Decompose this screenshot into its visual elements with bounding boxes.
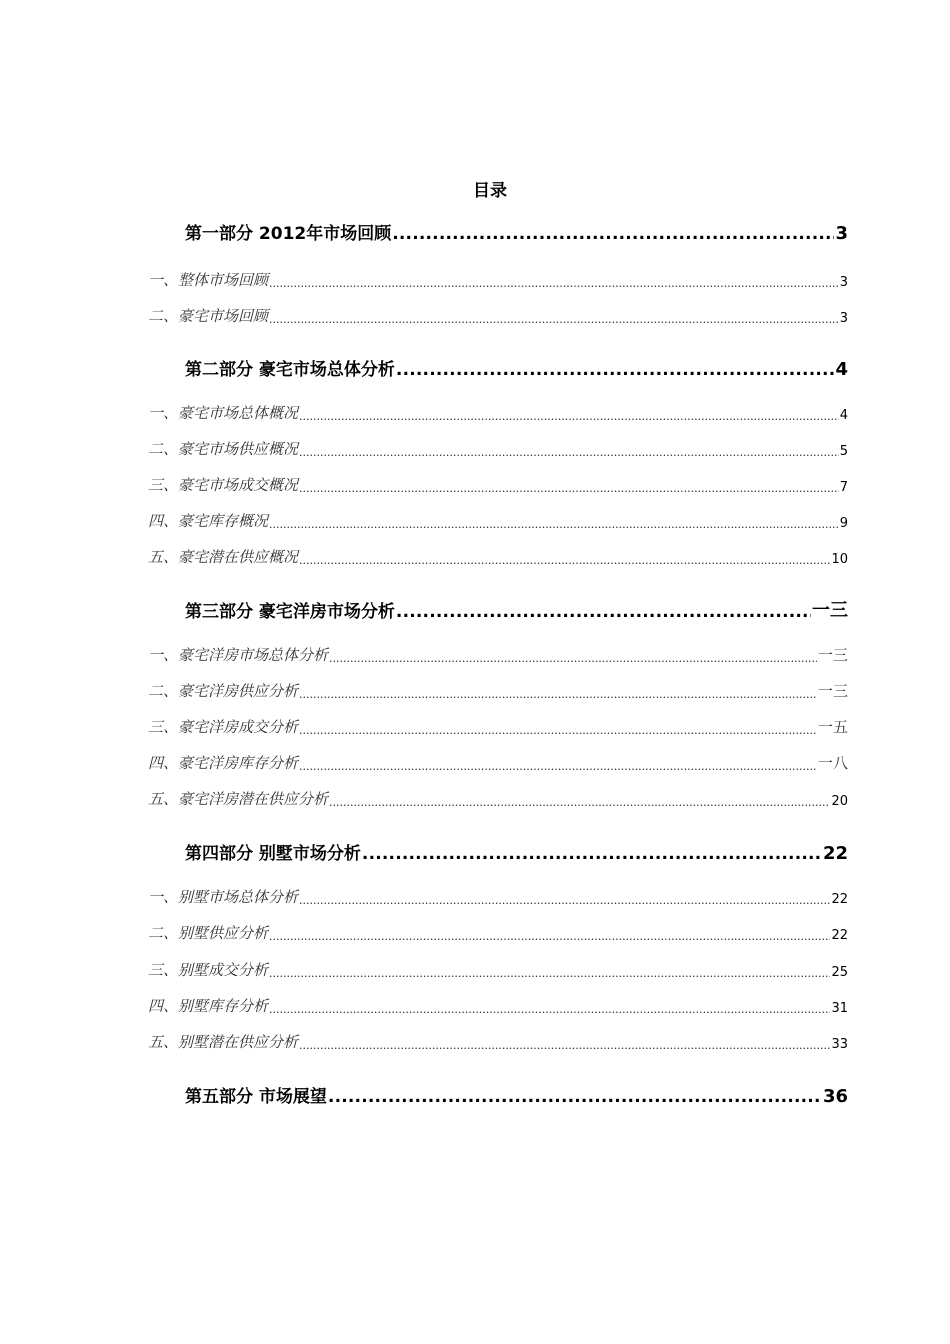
toc-entry-text: 第四部分 别墅市场分析 bbox=[185, 844, 361, 864]
toc-entry-text: 四、别墅库存分析 bbox=[148, 997, 269, 1015]
toc-leader-dots bbox=[299, 410, 839, 423]
toc-section-entry[interactable] bbox=[148, 992, 848, 1016]
toc-page-number: 22 bbox=[831, 928, 848, 943]
toc-section-entry[interactable] bbox=[148, 543, 848, 567]
toc-page-number: 3 bbox=[835, 223, 848, 244]
toc-leader-dots bbox=[396, 602, 811, 622]
toc-entry-text: 二、豪宅市场供应概况 bbox=[148, 440, 299, 458]
toc-leader-dots bbox=[329, 652, 817, 665]
toc-part-entry[interactable] bbox=[185, 1077, 848, 1107]
toc-entry-text: 第三部分 豪宅洋房市场分析 bbox=[185, 602, 395, 622]
toc-entry-text: 三、别墅成交分析 bbox=[148, 961, 269, 979]
toc-entry-text: 第二部分 豪宅市场总体分析 bbox=[185, 360, 395, 380]
toc-entry-text: 四、豪宅库存概况 bbox=[148, 512, 269, 530]
toc-page-number: 4 bbox=[839, 408, 848, 423]
toc-entry-text: 第五部分 市场展望 bbox=[185, 1087, 327, 1107]
toc-leader-dots bbox=[362, 844, 822, 864]
toc-part-entry[interactable] bbox=[185, 592, 848, 622]
toc-section-entry[interactable] bbox=[148, 1028, 848, 1052]
toc-page-number: 9 bbox=[839, 516, 848, 531]
toc-leader-dots bbox=[396, 360, 835, 380]
toc-leader-dots bbox=[269, 518, 839, 531]
toc-leader-dots bbox=[269, 967, 830, 980]
toc-leader-dots bbox=[299, 724, 817, 737]
toc-section-entry[interactable] bbox=[148, 749, 848, 773]
toc-leader-dots bbox=[299, 688, 817, 701]
toc-entry-text: 二、别墅供应分析 bbox=[148, 924, 269, 942]
toc-entry-text: 三、豪宅洋房成交分析 bbox=[148, 718, 299, 736]
toc-section-entry[interactable] bbox=[148, 713, 848, 737]
toc-part-entry[interactable] bbox=[185, 834, 848, 864]
toc-section-entry[interactable] bbox=[148, 883, 848, 907]
toc-page-number: 一三 bbox=[817, 682, 848, 700]
toc-section-entry[interactable] bbox=[148, 641, 848, 665]
toc-part-entry[interactable] bbox=[185, 214, 848, 244]
toc-entry-text: 五、别墅潜在供应分析 bbox=[148, 1033, 299, 1051]
toc-leader-dots bbox=[269, 1003, 830, 1016]
toc-entry-text: 一、别墅市场总体分析 bbox=[148, 888, 299, 906]
toc-page-number: 7 bbox=[839, 480, 848, 495]
toc-leader-dots bbox=[299, 894, 830, 907]
toc-title: 目录 bbox=[473, 181, 507, 201]
toc-page-number: 一五 bbox=[817, 718, 848, 736]
toc-page-number: 25 bbox=[831, 965, 848, 980]
toc-page-number: 33 bbox=[831, 1037, 848, 1052]
toc-entry-text: 二、豪宅洋房供应分析 bbox=[148, 682, 299, 700]
toc-page-number: 3 bbox=[839, 311, 848, 326]
toc-leader-dots bbox=[269, 930, 830, 943]
toc-section-entry[interactable] bbox=[148, 785, 848, 809]
toc-section-entry[interactable] bbox=[148, 266, 848, 290]
toc-entry-text: 二、豪宅市场回顾 bbox=[148, 307, 269, 325]
toc-leader-dots bbox=[269, 277, 839, 290]
toc-section-entry[interactable] bbox=[148, 507, 848, 531]
toc-page-number: 36 bbox=[822, 1086, 848, 1107]
toc-entry-text: 三、豪宅市场成交概况 bbox=[148, 476, 299, 494]
toc-part-entry[interactable] bbox=[185, 350, 848, 380]
toc-leader-dots bbox=[299, 482, 839, 495]
toc-section-entry[interactable] bbox=[148, 435, 848, 459]
toc-page-number: 3 bbox=[839, 275, 848, 290]
toc-section-entry[interactable] bbox=[148, 919, 848, 943]
toc-leader-dots bbox=[329, 796, 830, 809]
toc-page-number: 22 bbox=[822, 843, 848, 864]
toc-section-entry[interactable] bbox=[148, 471, 848, 495]
toc-page-number: 一三 bbox=[817, 646, 848, 664]
toc-page-number: 5 bbox=[839, 444, 848, 459]
toc-entry-text: 第一部分 2012年市场回顾 bbox=[185, 224, 392, 244]
toc-leader-dots bbox=[392, 224, 834, 244]
toc-section-entry[interactable] bbox=[148, 677, 848, 701]
toc-section-entry[interactable] bbox=[148, 399, 848, 423]
toc-page-number: 31 bbox=[831, 1001, 848, 1016]
toc-section-entry[interactable] bbox=[148, 956, 848, 980]
toc-entry-text: 一、豪宅市场总体概况 bbox=[148, 404, 299, 422]
toc-page-number: 4 bbox=[835, 359, 848, 380]
toc-entry-text: 一、整体市场回顾 bbox=[148, 271, 269, 289]
toc-page-number: 22 bbox=[831, 892, 848, 907]
toc-entry-text: 五、豪宅潜在供应概况 bbox=[148, 548, 299, 566]
toc-leader-dots bbox=[269, 313, 839, 326]
toc-section-entry[interactable] bbox=[148, 302, 848, 326]
toc-page-number: 一三 bbox=[812, 600, 848, 621]
toc-leader-dots bbox=[299, 446, 839, 459]
toc-page-number: 10 bbox=[831, 552, 848, 567]
toc-leader-dots bbox=[299, 1039, 830, 1052]
toc-entry-text: 五、豪宅洋房潜在供应分析 bbox=[148, 790, 329, 808]
toc-entry-text: 一、豪宅洋房市场总体分析 bbox=[148, 646, 329, 664]
toc-page-number: 一八 bbox=[817, 754, 848, 772]
toc-page-number: 20 bbox=[831, 794, 848, 809]
toc-entry-text: 四、豪宅洋房库存分析 bbox=[148, 754, 299, 772]
toc-leader-dots bbox=[299, 760, 817, 773]
toc-leader-dots bbox=[299, 554, 830, 567]
toc-leader-dots bbox=[328, 1087, 822, 1107]
